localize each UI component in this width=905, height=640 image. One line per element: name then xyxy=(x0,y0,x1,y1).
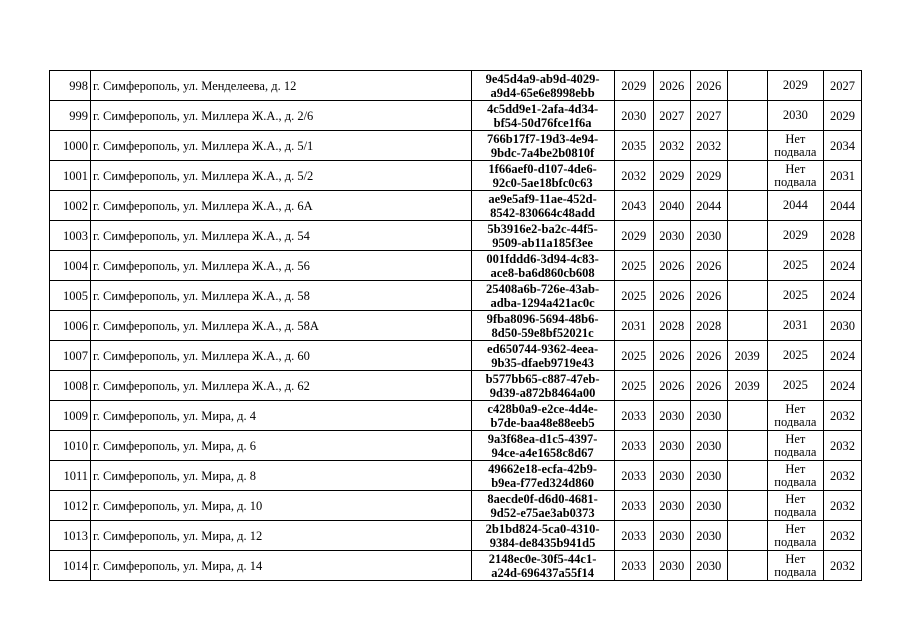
table-row xyxy=(50,251,862,281)
table-row xyxy=(50,161,862,191)
year-cell-2: 2030 xyxy=(653,491,690,521)
basement-line-1: 2025 xyxy=(782,378,808,392)
guid-line-1: c428b0a9-e2ce-4d4e- xyxy=(487,401,598,416)
year-cell-3: 2030 xyxy=(690,521,727,551)
guid-line-1: 1f66aef0-d107-4de6- xyxy=(488,161,597,176)
year-cell-4 xyxy=(727,281,767,311)
row-number: 1012 xyxy=(50,491,91,521)
year-cell-1: 2033 xyxy=(614,491,653,521)
year-cell-2: 2030 xyxy=(653,461,690,491)
year-cell-3: 2026 xyxy=(690,251,727,281)
year-cell-5: 2024 xyxy=(823,251,861,281)
year-cell-4 xyxy=(727,101,767,131)
basement-line-2: подвала xyxy=(774,504,817,519)
basement-cell xyxy=(767,311,823,341)
row-number: 1004 xyxy=(50,251,91,281)
basement-line-2: подвала xyxy=(774,474,817,489)
year-cell-5: 2034 xyxy=(823,131,861,161)
table-row xyxy=(50,191,862,221)
row-number: 1000 xyxy=(50,131,91,161)
table-row xyxy=(50,551,862,581)
guid-line-2: 9d39-a872b8464a00 xyxy=(489,385,596,400)
building-guid-cell xyxy=(471,521,614,551)
year-cell-4 xyxy=(727,251,767,281)
year-cell-1: 2025 xyxy=(614,371,653,401)
basement-line-2: подвала xyxy=(774,144,817,159)
basement-cell xyxy=(767,161,823,191)
year-cell-5: 2029 xyxy=(823,101,861,131)
guid-line-2: 94ce-a4e1658c8d67 xyxy=(491,445,594,460)
address-cell: г. Симферополь, ул. Миллера Ж.А., д. 6А xyxy=(91,191,471,221)
basement-line-1: Нет xyxy=(785,461,806,476)
guid-line-1: b577bb65-c887-47eb- xyxy=(485,371,600,386)
housing-registry-table xyxy=(49,70,862,581)
table-row xyxy=(50,401,862,431)
row-number: 1014 xyxy=(50,551,91,581)
basement-cell xyxy=(767,191,823,221)
guid-line-2: 92c0-5ae18bfc0c63 xyxy=(492,175,593,190)
guid-line-1: 2b1bd824-5ca0-4310- xyxy=(485,521,600,536)
year-cell-4: 2039 xyxy=(727,341,767,371)
basement-line-2: подвала xyxy=(774,564,817,579)
year-cell-1: 2033 xyxy=(614,461,653,491)
year-cell-3: 2030 xyxy=(690,401,727,431)
basement-cell xyxy=(767,401,823,431)
year-cell-5: 2032 xyxy=(823,401,861,431)
basement-cell xyxy=(767,551,823,581)
building-guid-cell xyxy=(471,191,614,221)
address-cell: г. Симферополь, ул. Мира, д. 6 xyxy=(91,431,471,461)
basement-cell xyxy=(767,101,823,131)
year-cell-2: 2030 xyxy=(653,521,690,551)
table-row xyxy=(50,131,862,161)
year-cell-1: 2025 xyxy=(614,251,653,281)
guid-line-1: ae9e5af9-11ae-452d- xyxy=(488,191,597,206)
basement-line-1: 2044 xyxy=(782,198,808,212)
row-number: 998 xyxy=(50,71,91,101)
basement-cell xyxy=(767,221,823,251)
basement-line-1: 2031 xyxy=(782,318,808,332)
year-cell-4 xyxy=(727,431,767,461)
year-cell-5: 2044 xyxy=(823,191,861,221)
basement-line-1: Нет xyxy=(785,131,806,146)
year-cell-2: 2026 xyxy=(653,251,690,281)
building-guid-cell xyxy=(471,401,614,431)
address-cell: г. Симферополь, ул. Мира, д. 10 xyxy=(91,491,471,521)
building-guid-cell xyxy=(471,491,614,521)
year-cell-5: 2032 xyxy=(823,461,861,491)
table-row xyxy=(50,521,862,551)
building-guid-cell xyxy=(471,461,614,491)
guid-line-1: ed650744-9362-4eea- xyxy=(487,341,599,356)
guid-line-2: adba-1294a421ac0c xyxy=(490,295,595,310)
basement-line-1: Нет xyxy=(785,521,806,536)
row-number: 999 xyxy=(50,101,91,131)
building-guid-cell xyxy=(471,311,614,341)
table-row xyxy=(50,281,862,311)
year-cell-5: 2032 xyxy=(823,551,861,581)
year-cell-2: 2030 xyxy=(653,431,690,461)
row-number: 1009 xyxy=(50,401,91,431)
year-cell-2: 2030 xyxy=(653,551,690,581)
year-cell-3: 2044 xyxy=(690,191,727,221)
year-cell-3: 2030 xyxy=(690,491,727,521)
year-cell-2: 2030 xyxy=(653,221,690,251)
year-cell-3: 2029 xyxy=(690,161,727,191)
year-cell-4 xyxy=(727,221,767,251)
year-cell-3: 2026 xyxy=(690,371,727,401)
year-cell-4 xyxy=(727,401,767,431)
year-cell-5: 2032 xyxy=(823,431,861,461)
year-cell-3: 2032 xyxy=(690,131,727,161)
basement-line-1: Нет xyxy=(785,551,806,566)
year-cell-1: 2033 xyxy=(614,431,653,461)
year-cell-2: 2026 xyxy=(653,341,690,371)
guid-line-1: 9a3f68ea-d1c5-4397- xyxy=(487,431,598,446)
year-cell-4 xyxy=(727,461,767,491)
year-cell-2: 2029 xyxy=(653,161,690,191)
basement-cell xyxy=(767,431,823,461)
year-cell-1: 2025 xyxy=(614,341,653,371)
basement-line-1: 2025 xyxy=(782,288,808,302)
year-cell-5: 2032 xyxy=(823,521,861,551)
year-cell-2: 2040 xyxy=(653,191,690,221)
row-number: 1010 xyxy=(50,431,91,461)
year-cell-5: 2024 xyxy=(823,341,861,371)
year-cell-5: 2027 xyxy=(823,71,861,101)
building-guid-cell xyxy=(471,131,614,161)
year-cell-1: 2033 xyxy=(614,521,653,551)
basement-cell xyxy=(767,461,823,491)
guid-line-2: 8542-830664c48add xyxy=(490,205,596,220)
row-number: 1005 xyxy=(50,281,91,311)
table-row xyxy=(50,491,862,521)
row-number: 1013 xyxy=(50,521,91,551)
basement-line-2: подвала xyxy=(774,174,817,189)
year-cell-4 xyxy=(727,311,767,341)
address-cell: г. Симферополь, ул. Миллера Ж.А., д. 60 xyxy=(91,341,471,371)
year-cell-3: 2030 xyxy=(690,461,727,491)
year-cell-4 xyxy=(727,551,767,581)
year-cell-2: 2026 xyxy=(653,371,690,401)
address-cell: г. Симферополь, ул. Миллера Ж.А., д. 58 xyxy=(91,281,471,311)
basement-cell xyxy=(767,371,823,401)
guid-line-2: 9bdc-7a4be2b0810f xyxy=(490,145,595,160)
year-cell-1: 2035 xyxy=(614,131,653,161)
year-cell-1: 2029 xyxy=(614,221,653,251)
guid-line-2: 9509-ab11a185f3ee xyxy=(492,235,593,250)
building-guid-cell xyxy=(471,161,614,191)
year-cell-1: 2043 xyxy=(614,191,653,221)
year-cell-1: 2032 xyxy=(614,161,653,191)
year-cell-1: 2031 xyxy=(614,311,653,341)
guid-line-1: 9e45d4a9-ab9d-4029- xyxy=(485,71,600,86)
year-cell-3: 2026 xyxy=(690,281,727,311)
guid-line-2: 9384-de8435b941d5 xyxy=(489,535,596,550)
table-row xyxy=(50,101,862,131)
year-cell-4: 2039 xyxy=(727,371,767,401)
guid-line-2: a24d-696437a55f14 xyxy=(491,565,594,580)
table-row xyxy=(50,431,862,461)
guid-line-2: 9b35-dfaeb9719e43 xyxy=(491,355,594,370)
year-cell-4 xyxy=(727,71,767,101)
row-number: 1003 xyxy=(50,221,91,251)
table-body xyxy=(50,71,862,581)
basement-line-1: 2030 xyxy=(782,108,808,122)
basement-cell xyxy=(767,341,823,371)
row-number: 1008 xyxy=(50,371,91,401)
guid-line-1: 2148ec0e-30f5-44c1- xyxy=(488,551,597,566)
year-cell-2: 2032 xyxy=(653,131,690,161)
year-cell-3: 2030 xyxy=(690,551,727,581)
table-row xyxy=(50,311,862,341)
year-cell-2: 2030 xyxy=(653,401,690,431)
building-guid-cell xyxy=(471,281,614,311)
year-cell-1: 2025 xyxy=(614,281,653,311)
year-cell-5: 2024 xyxy=(823,281,861,311)
guid-line-2: 9d52-e75ae3ab0373 xyxy=(490,505,595,520)
building-guid-cell xyxy=(471,341,614,371)
guid-line-1: 766b17f7-19d3-4e94- xyxy=(487,131,599,146)
address-cell: г. Симферополь, ул. Миллера Ж.А., д. 62 xyxy=(91,371,471,401)
address-cell: г. Симферополь, ул. Миллера Ж.А., д. 2/6 xyxy=(91,101,471,131)
guid-line-2: 8d50-59e8bf52021c xyxy=(491,325,594,340)
address-cell: г. Симферополь, ул. Миллера Ж.А., д. 5/1 xyxy=(91,131,471,161)
address-cell: г. Симферополь, ул. Мира, д. 8 xyxy=(91,461,471,491)
address-cell: г. Симферополь, ул. Миллера Ж.А., д. 54 xyxy=(91,221,471,251)
row-number: 1007 xyxy=(50,341,91,371)
year-cell-5: 2031 xyxy=(823,161,861,191)
basement-cell xyxy=(767,491,823,521)
row-number: 1011 xyxy=(50,461,91,491)
year-cell-3: 2030 xyxy=(690,431,727,461)
year-cell-1: 2033 xyxy=(614,551,653,581)
basement-line-1: 2025 xyxy=(782,348,808,362)
year-cell-4 xyxy=(727,161,767,191)
table-row xyxy=(50,461,862,491)
year-cell-2: 2026 xyxy=(653,71,690,101)
basement-line-1: Нет xyxy=(785,401,806,416)
basement-cell xyxy=(767,131,823,161)
basement-cell xyxy=(767,521,823,551)
building-guid-cell xyxy=(471,251,614,281)
year-cell-1: 2033 xyxy=(614,401,653,431)
building-guid-cell xyxy=(471,431,614,461)
row-number: 1001 xyxy=(50,161,91,191)
year-cell-2: 2026 xyxy=(653,281,690,311)
building-guid-cell xyxy=(471,551,614,581)
guid-line-1: 5b3916e2-ba2c-44f5- xyxy=(487,221,598,236)
year-cell-3: 2027 xyxy=(690,101,727,131)
year-cell-1: 2029 xyxy=(614,71,653,101)
basement-line-2: подвала xyxy=(774,534,817,549)
address-cell: г. Симферополь, ул. Мира, д. 12 xyxy=(91,521,471,551)
year-cell-3: 2030 xyxy=(690,221,727,251)
guid-line-1: 8aecde0f-d6d0-4681- xyxy=(487,491,598,506)
guid-line-1: 001fddd6-3d94-4c83- xyxy=(486,251,599,266)
basement-line-1: Нет xyxy=(785,161,806,176)
building-guid-cell xyxy=(471,221,614,251)
basement-line-1: Нет xyxy=(785,431,806,446)
year-cell-4 xyxy=(727,491,767,521)
guid-line-1: 25408a6b-726e-43ab- xyxy=(485,281,600,296)
guid-line-2: a9d4-65e6e8998ebb xyxy=(490,85,595,100)
building-guid-cell xyxy=(471,71,614,101)
basement-cell xyxy=(767,281,823,311)
year-cell-5: 2030 xyxy=(823,311,861,341)
year-cell-4 xyxy=(727,131,767,161)
year-cell-2: 2028 xyxy=(653,311,690,341)
row-number: 1006 xyxy=(50,311,91,341)
year-cell-2: 2027 xyxy=(653,101,690,131)
guid-line-1: 49662e18-ecfa-42b9- xyxy=(488,461,598,476)
year-cell-4 xyxy=(727,521,767,551)
address-cell: г. Симферополь, ул. Менделеева, д. 12 xyxy=(91,71,471,101)
year-cell-3: 2028 xyxy=(690,311,727,341)
guid-line-2: bf54-50d76fce1f6a xyxy=(493,115,592,130)
guid-line-2: b7de-baa48e88eeb5 xyxy=(490,415,595,430)
year-cell-3: 2026 xyxy=(690,341,727,371)
table-row xyxy=(50,341,862,371)
table-row xyxy=(50,371,862,401)
year-cell-5: 2032 xyxy=(823,491,861,521)
guid-line-2: b9ea-f77ed324d860 xyxy=(491,475,594,490)
address-cell: г. Симферополь, ул. Мира, д. 14 xyxy=(91,551,471,581)
year-cell-4 xyxy=(727,191,767,221)
guid-line-2: ace8-ba6d860cb608 xyxy=(490,265,595,280)
table-row xyxy=(50,71,862,101)
guid-line-1: 4c5dd9e1-2afa-4d34- xyxy=(487,101,599,116)
basement-cell xyxy=(767,71,823,101)
address-cell: г. Симферополь, ул. Мира, д. 4 xyxy=(91,401,471,431)
year-cell-5: 2028 xyxy=(823,221,861,251)
address-cell: г. Симферополь, ул. Миллера Ж.А., д. 5/2 xyxy=(91,161,471,191)
guid-line-1: 9fba8096-5694-48b6- xyxy=(486,311,599,326)
address-cell: г. Симферополь, ул. Миллера Ж.А., д. 58А xyxy=(91,311,471,341)
basement-line-1: 2029 xyxy=(782,78,808,92)
basement-line-1: Нет xyxy=(785,491,806,506)
address-cell: г. Симферополь, ул. Миллера Ж.А., д. 56 xyxy=(91,251,471,281)
year-cell-3: 2026 xyxy=(690,71,727,101)
basement-cell xyxy=(767,251,823,281)
basement-line-2: подвала xyxy=(774,414,817,429)
building-guid-cell xyxy=(471,371,614,401)
building-guid-cell xyxy=(471,101,614,131)
basement-line-1: 2029 xyxy=(782,228,808,242)
year-cell-5: 2024 xyxy=(823,371,861,401)
basement-line-2: подвала xyxy=(774,444,817,459)
basement-line-1: 2025 xyxy=(782,258,808,272)
table-row xyxy=(50,221,862,251)
row-number: 1002 xyxy=(50,191,91,221)
year-cell-1: 2030 xyxy=(614,101,653,131)
